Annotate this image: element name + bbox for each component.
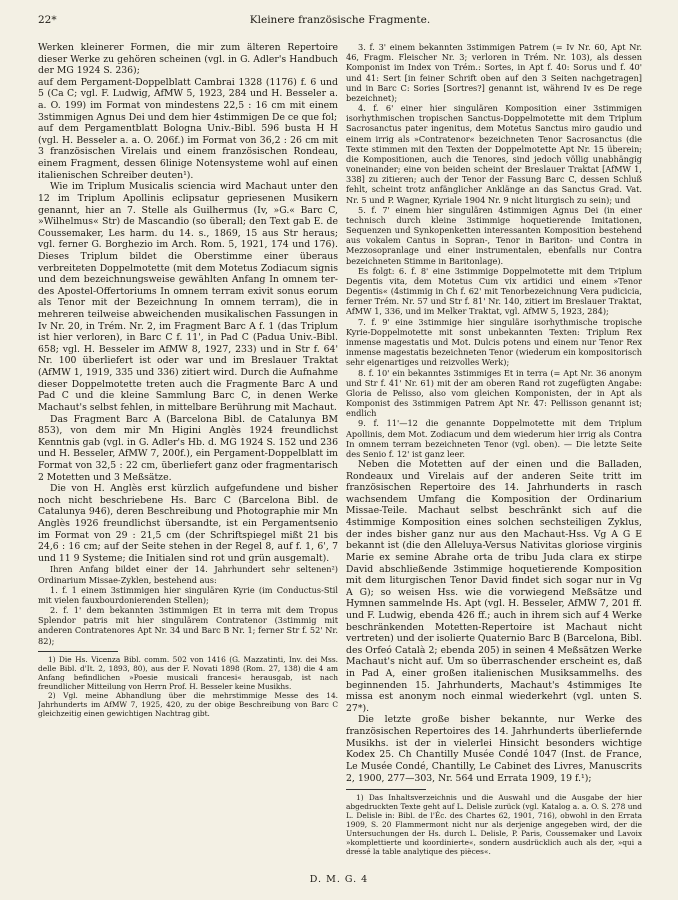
list-item: 2. f. 1' dem bekannten 3stimmigen Et in terra mit dem Tropus Splendor patris mit hier singulärem Contratenor (3stimmig mit anderen Contratenores Apt Nr. 34 und Barc B Nr. 1; ferner Str f. 52' Nr. 82); — [38, 605, 338, 646]
list-item: 5. f. 7' einem hier singulären 4stimmigen Agnus Dei (in einer technisch durch kleine 3stimmige hoquetierende Imitationen, Sequenzen und Synkopenketten interessanten Komposition bestehend aus vokalem Cantus in Sopran-, Tenor in Bariton- und Contra in Mezzosopranlage und einer instrumentalen, ebenfalls nur Contra bezeichneten Stimme in Baritonlage). — [346, 204, 642, 266]
paragraph: auf dem Pergament-Doppelblatt Cambrai 1328 (1176) f. 6 und 5 (Ca C; vgl. F. Ludwig, AfMW 5, 1923, 284 und H. Besseler a. a. O. 199) im Format von mindestens 22,5 : 16 cm mit einem 3stimmigen Agnus Dei und dem hier 4stimmigen De ce que fol; — [38, 76, 338, 123]
footnote-divider — [38, 651, 118, 652]
list-item: Es folgt: 6. f. 8' eine 3stimmige Doppelmotette mit dem Triplum Degentis vita, dem Motetus Cum vix artidici und einem »Tenor Degentis« (4stimmig in Ch f. 62' mit Tenorbezeichnung Vera pudicicia, ferner Trém. Nr. 57 und Str f. 81' Nr. 140, zitiert im Breslauer Traktat, AfMW 1, 336, und im Melker Traktat, vgl. AfMW 5, 1923, 284); — [346, 265, 642, 317]
list-item: 9. f. 11'—12 die genannte Doppelmotette mit dem Triplum Apollinis, dem Mot. Zodiacum und dem wiederum hier irrig als Contra In omnem terram bezeichneten Tenor (vgl. oben). — Die letzte Seite des Senio f. 12' ist ganz leer. — [346, 418, 642, 459]
paragraph: Ihren Anfang bildet einer der 14. Jahrhundert sehr seltenen²) Ordinarium Missae-Zyklen, bestehend aus: — [38, 564, 338, 585]
paragraph: Das Fragment Barc A (Barcelona Bibl. de Catalunya BM 853), von dem mir Mn Higini Anglès 1924 freundlichst Kenntnis gab (vgl. in G. Adler's Hb. d. MG 1924 S. 152 und 236 und H. Besseler, AfMW 7, 200f.), ein Pergament-Doppelblatt im Format von 32,5 : 22 cm, überliefert ganz oder fragmentarisch 2 Motetten und 3 Meßsätze. — [38, 413, 338, 483]
paragraph: Die letzte große bisher bekannte, nur Werke des französischen Repertoires des 14. Jahrhunderts überliefernde Musikhs. ist der in vielerlei Hinsicht besonders wichtige Kodex 25. Ch Chantilly Musée Condé 1047 (Inst. de France, Le Musée Condé, Chantilly, Le Cabinet des Livres, Manuscrits 2, 1900, 277—303, Nr. 564 und Errata 1909, 19 f.¹); — [346, 714, 642, 784]
paragraph: Werken kleinerer Formen, die mir zum älteren Repertoire dieser Werke zu gehören scheinen (vgl. in G. Adler's Handbuch der MG 1924 S. 236); — [38, 42, 338, 77]
paragraph: Neben die Motetten auf der einen und die Balladen, Rondeaux und Virelais auf der anderen Seite tritt im französischen Repertoire des 14. Jahrhunderts in rasch wachsendem Umfang die Komposition der Ordinarium Missae-Teile. Machaut selbst beschränkt sich auf die 4stimmige Komposition eines solchen sechsteiligen Zyklus, der indes bisher ganz nur aus den Machaut-Hss. Vg A G E bekannt ist (die den Alleluya-Versus Nativitas gloriose virginis Marie ex semine Abrahe orta de tribu Juda clara ex stirpe David abschließende 3stimmige hoquetierende Komposition mit dem liturgischen Tenor David findet sich sogar nur in Vg A G); so weisen Hss. wie die vorwiegend Meßsätze und Hymnen sammelnde Hs. Apt (vgl. H. Besseler, AfMW 7, 201 ff. und F. Ludwig, ebenda 426 ff.; auch in ihrem sich auf 4 Werke beschränkenden Motetten-Repertoire ist Machaut nicht vertreten) und der isolierte Quaternio Barc B (Barcelona, Bibl. des Orfeó Català 2; ebenda 205) in seinen 4 Meßsätzen Werke Machaut's nicht auf. Um so überraschender erscheint es, daß in Pad A, einer großen italienischen Musiksammelhs. des beginnenden 15. Jahrhunderts, Machaut's 4stimmiges Ite missa est anonym noch einmal wiederkehrt (vgl. unten S. 27*). — [346, 459, 642, 714]
signature-mark: D. M. G. 4 — [309, 874, 369, 885]
footnote: 1) Das Inhaltsverzeichnis und die Auswahl und die Ausgabe der hier abgedruckten Texte geht auf L. Delisle zurück (vgl. Katalog a. a. O. S. 278 und L. Delisle in: Bibl. de l'Éc. des Chartes 62, 1901, 716), obwohl in den Errata 1909, S. 20 Flammermont nicht nur als derjenige angegeben wird, der die Untersuchungen der Hs. durch L. Delisle, P. Paris, Coussemaker und Lavoix »komplettierte und koordinierte«, sondern ausdrücklich auch als der, »qui a dressé la table analytique des pièces«. — [346, 793, 642, 857]
right-column — [346, 42, 642, 862]
left-column — [38, 42, 338, 862]
list-item: 4. f. 6' einer hier singulären Komposition einer 3stimmigen isorhythmischen tropischen Sanctus-Doppelmotette mit dem Triplum Sacrosanctus pater ingenitus, dem Motetus Sanctus miro gaudio und einem irrig als »Contratenor« bezeichneten Tenor Sacrosanctus (die Texte stimmen mit den Texten der Doppelmotette Apt Nr. 15 überein; die Kompositionen, auch die Tenores, sind jedoch völlig unabhängig voneinander; eine von beiden scheint der Breslauer Traktat [AfMW 1, 338] zu zitieren; auch der Tenor der Fassung Barc C, dessen Schluß fehlt, scheint trotz anfänglicher Anklänge an das Sanctus Grad. Vat. Nr. 5 und P. Wagner, Kyriale 1904 Nr. 9 nicht liturgisch zu sein); und — [346, 103, 642, 205]
page-number: 22* — [38, 14, 57, 26]
page-header — [38, 14, 642, 30]
list-item: 1. f. 1 einem 3stimmigen hier singulären Kyrie (im Conductus-Stil mit vielen fauxbourdonierenden Stellen); — [38, 584, 338, 605]
footnote: 1) Die Hs. Vicenza Bibl. comm. 502 von 1416 (G. Mazzatinti, Inv. dei Mss. delle Bibl. d'It. 2, 1893, 80), aus der F. Novati 1898 (Rom. 27, 138) die 4 am Anfang befindlichen »Poesie musicali francesi« herausgab, ist nach freundlicher Mitteilung von Herrn Prof. H. Besseler keine Musikhs. — [38, 654, 338, 691]
paragraph: auf dem Pergamentblatt Bologna Univ.-Bibl. 596 busta H H (vgl. H. Besseler a. a. O. 206f.) im Format von 36,2 : 26 cm mit 3 französischen Virelais und einem französischen Rondeau, einem Fragment, dessen 6linige Notensysteme wohl auf einen italienischen Schreiber deuten¹). — [38, 123, 338, 181]
footnote-divider — [346, 789, 426, 790]
list-item: 7. f. 9' eine 3stimmige hier singuläre isorhythmische tropische Kyrie-Doppelmotette mit sonst unbekannten Texten: Triplum Rex inmense magestatis und Mot. Dulcis potens und einem nur Tenor Rex inmense magestatis bezeichneten Tenor (wiederum ein kompositorisch sehr eigenartiges und reizvolles Werk); — [346, 316, 642, 368]
paragraph: Wie im Triplum Musicalis sciencia wird Machaut unter den 12 im Triplum Apollinis eclipsatur gepriesenen Musikern genannt, hier an 7. Stelle als Guilhermus (Iv, »G.« Barc C, »Wilhelmus« Str) de Mascandio (so überall; den Text gab E. de Coussemaker, Les harm. du 14. s., 1869, 15 aus Str heraus; vgl. ferner G. Borghezio im Arch. Rom. 5, 1921, 174 und 176). Dieses Triplum bildet die Oberstimme einer überaus verbreiteten Doppelmotette (mit dem Motetus Zodiacum signis und dem bezeichnungsweise gewählten Anfang In omnem ter- des Apostel-Offertoriums In omnem terram exivit sonus eorum als Tenor mit der Bezeichnung In omnem terram), die in mehreren teilweise abweichenden musikalischen Fassungen in Iv Nr. 20, in Trém. Nr. 2, im Fragment Barc A f. 1 (das Triplum ist hier verloren), in Barc C f. 11', in Pad C (Padua Univ.-Bibl. 658; vgl. H. Besseler im AfMW 8, 1927, 233) und in Str f. 64' Nr. 100 überliefert ist oder war und im Breslauer Traktat (AfMW 1, 1919, 335 und 336) zitiert wird. Durch die Aufnahme dieser Doppelmotette treten auch die Fragmente Barc A und Pad C und die kleine Sammlung Barc C, in denen Werke Machaut's selbst fehlen, in mittelbare Berührung mit Machaut. — [38, 181, 338, 413]
footnote: 2) Vgl. meine Abhandlung über die mehrstimmige Messe des 14. Jahrhunderts im AfMW 7, 1925, 420, zu der obige Beschreibung von Barc C gleichzeitig einen gewichtigen Nachtrag gibt. — [38, 690, 338, 718]
list-item: 8. f. 10' ein bekanntes 3stimmiges Et in terra (= Apt Nr. 36 anonym und Str f. 41' Nr. 61) mit der am oberen Rand rot zugefügten Angabe: Gloria de Pelisso, also vom gleichen Komponisten, der in Apt als Komponist des 3stimmigen Patrem Apt Nr. 47: Pellisson genannt ist; endlich — [346, 367, 642, 419]
running-title: Kleinere französische Fragmente. — [249, 14, 431, 26]
list-item: 3. f. 3' einem bekannten 3stimmigen Patrem (= Iv Nr. 60, Apt Nr. 46, Fragm. Fleischer Nr. 3; verloren in Trém. Nr. 103), als dessen Komponist im Index von Trém.: Sortes, in Apt f. 40: Sorus und f. 40' und 41: Sert [in feiner Schrift oben auf den 3 Seiten nachgetragen] und in Barc C: Sories [Sortres?] genannt ist, während Iv es De rege bezeichnet); — [346, 42, 642, 103]
paragraph: Die von H. Anglès erst kürzlich aufgefundene und bisher noch nicht beschriebene Hs. Barc C (Barcelona Bibl. de Catalunya 946), deren Beschreibung und Photographie mir Mn Anglès 1926 freundlichst übersandte, ist ein Pergamentsenio im Format von 29 : 21,5 cm (der Schriftspiegel mißt 21 bis 24,6 : 16 cm; auf der Seite stehen in der Regel 8, auf f. 1, 6', 7 und 11 9 Systeme; die Initialen sind rot und grün ausgemalt). — [38, 483, 338, 564]
